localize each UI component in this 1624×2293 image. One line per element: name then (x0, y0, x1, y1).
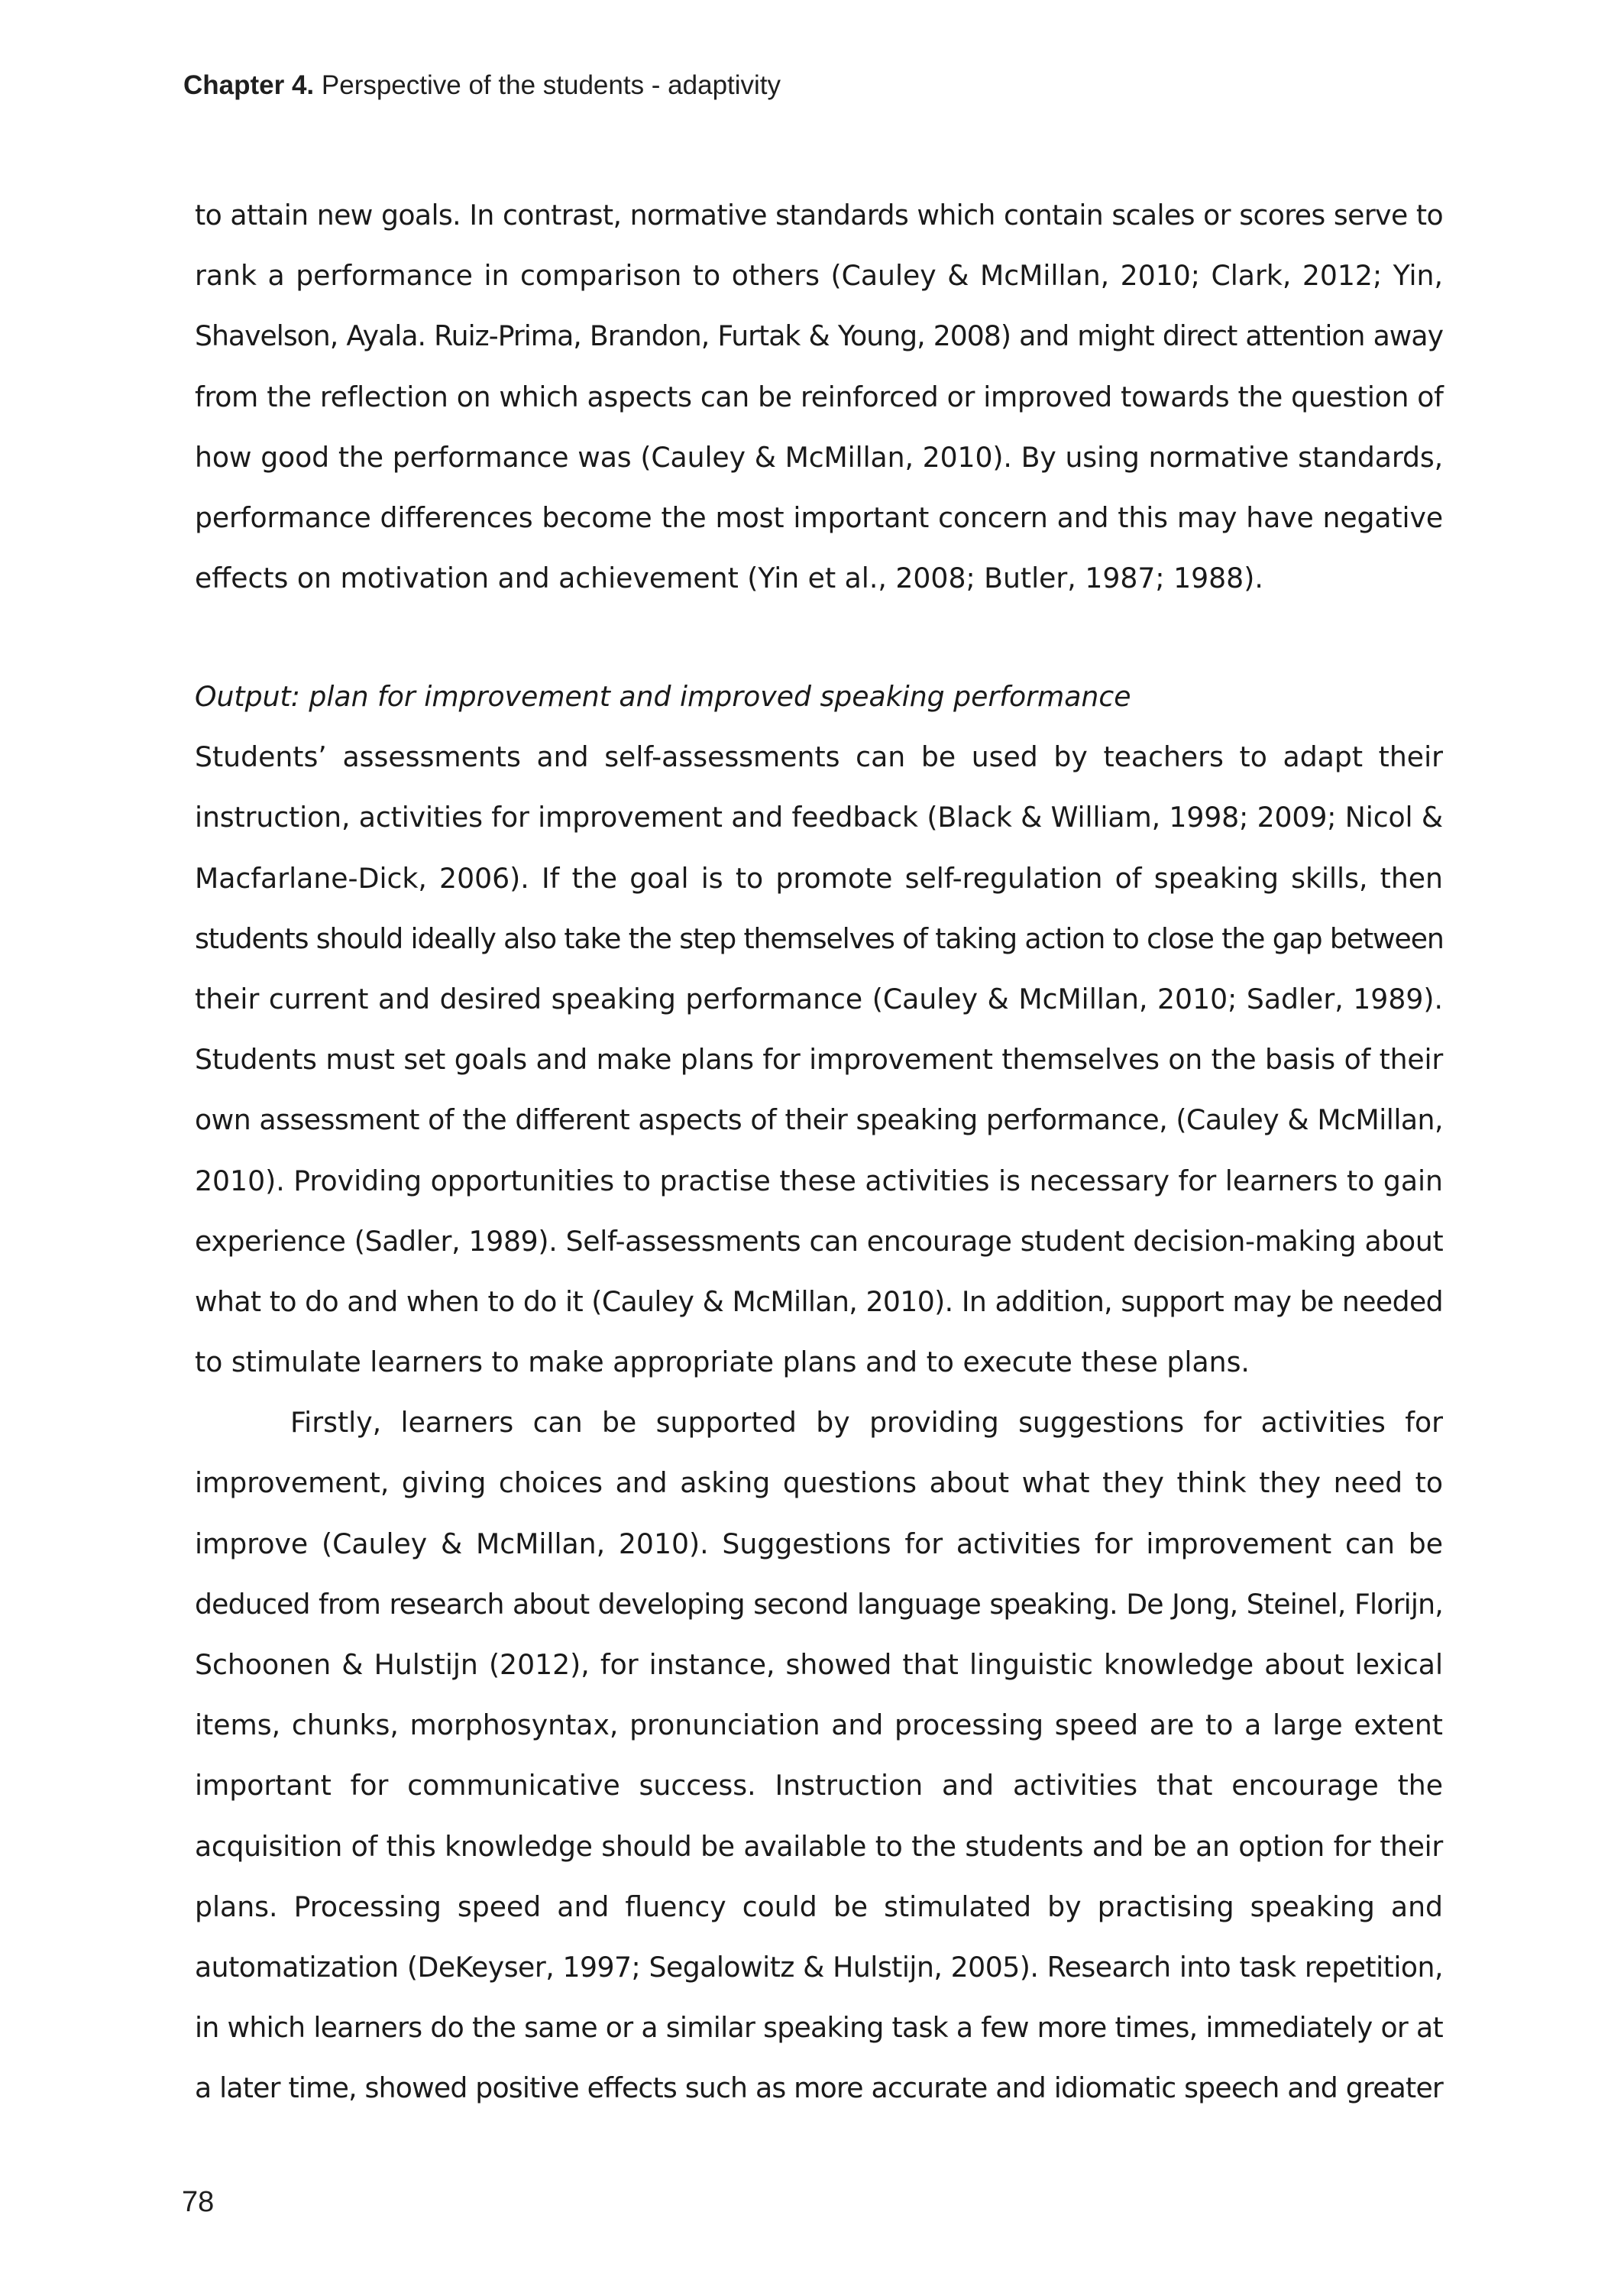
text-line: Students must set goals and make plans for improvement themselves on the basis of their (195, 1043, 1443, 1077)
text-line: 2010). Providing opportunities to practise these activities is necessary for learners to gain (195, 1164, 1443, 1197)
text-line: students should ideally also take the step themselves of taking action to close the gap between (195, 921, 1444, 955)
section-output-plan (195, 666, 1443, 2119)
text-line: items, chunks, morphosyntax, pronunciation and processing speed are to a large extent (195, 1708, 1443, 1742)
text-line: own assessment of the different aspects of their speaking performance, (Cauley & McMillan, (195, 1103, 1443, 1137)
section-heading: Output: plan for improvement and improved speaking performance (195, 680, 1131, 713)
text-line: Schoonen & Hulstijn (2012), for instance, showed that linguistic knowledge about lexical (195, 1648, 1443, 1681)
text-line: improve (Cauley & McMillan, 2010). Suggestions for activities for improvement can be (195, 1527, 1443, 1560)
text-line: in which learners do the same or a similar speaking task a few more times, immediately or at (195, 2011, 1443, 2045)
text-line: how good the performance was (Cauley & McMillan, 2010). By using normative standards, (195, 440, 1443, 474)
text-line: acquisition of this knowledge should be available to the students and be an option for their (195, 1829, 1443, 1863)
text-line: to attain new goals. In contrast, normative standards which contain scales or scores serve to (195, 199, 1443, 232)
text-line: experience (Sadler, 1989). Self-assessments can encourage student decision-making about (195, 1224, 1444, 1258)
text-line: Macfarlane-Dick, 2006). If the goal is to promote self-regulation of speaking skills, then (195, 861, 1443, 895)
text-line: to stimulate learners to make appropriate plans and to execute these plans. (195, 1346, 1250, 1379)
text-line: plans. Processing speed and fluency could be stimulated by practising speaking and (195, 1890, 1443, 1923)
running-head (183, 67, 781, 104)
text-line: from the reflection on which aspects can be reinforced or improved towards the question of (195, 380, 1444, 413)
text-line: performance differences become the most important concern and this may have negative (195, 500, 1443, 534)
page-number: 78 (182, 2186, 215, 2218)
text-line: important for communicative success. Instruction and activities that encourage the (195, 1769, 1443, 1802)
text-line: rank a performance in comparison to others (Cauley & McMillan, 2010; Clark, 2012; Yin, (195, 259, 1443, 293)
paragraph-continuation (195, 185, 1443, 608)
text-line: improvement, giving choices and asking questions about what they think they need to (195, 1466, 1443, 1500)
text-line: what to do and when to do it (Cauley & McMillan, 2010). In addition, support may be needed (195, 1284, 1443, 1318)
text-line: a later time, showed positive effects such as more accurate and idiomatic speech and greater (195, 2071, 1443, 2105)
text-line: their current and desired speaking performance (Cauley & McMillan, 2010; Sadler, 1989). (195, 982, 1443, 1015)
text-line: Firstly, learners can be supported by providing suggestions for activities for (290, 1406, 1443, 1440)
text-line: instruction, activities for improvement and feedback (Black & William, 1998; 2009; Nicol & (195, 801, 1444, 834)
text-line: effects on motivation and achievement (Yin et al., 2008; Butler, 1987; 1988). (195, 562, 1263, 595)
text-line: automatization (DeKeyser, 1997; Segalowitz & Hulstijn, 2005). Research into task repetition, (195, 1950, 1443, 1984)
chapter-title: Perspective of the students - adaptivity (314, 70, 781, 100)
text-line: Students’ assessments and self-assessments can be used by teachers to adapt their (195, 740, 1443, 774)
text-line: Shavelson, Ayala. Ruiz-Prima, Brandon, Furtak & Young, 2008) and might direct attention away (195, 319, 1443, 353)
chapter-label: Chapter 4. (183, 70, 315, 100)
text-line: deduced from research about developing second language speaking. De Jong, Steinel, Florijn, (195, 1587, 1443, 1621)
